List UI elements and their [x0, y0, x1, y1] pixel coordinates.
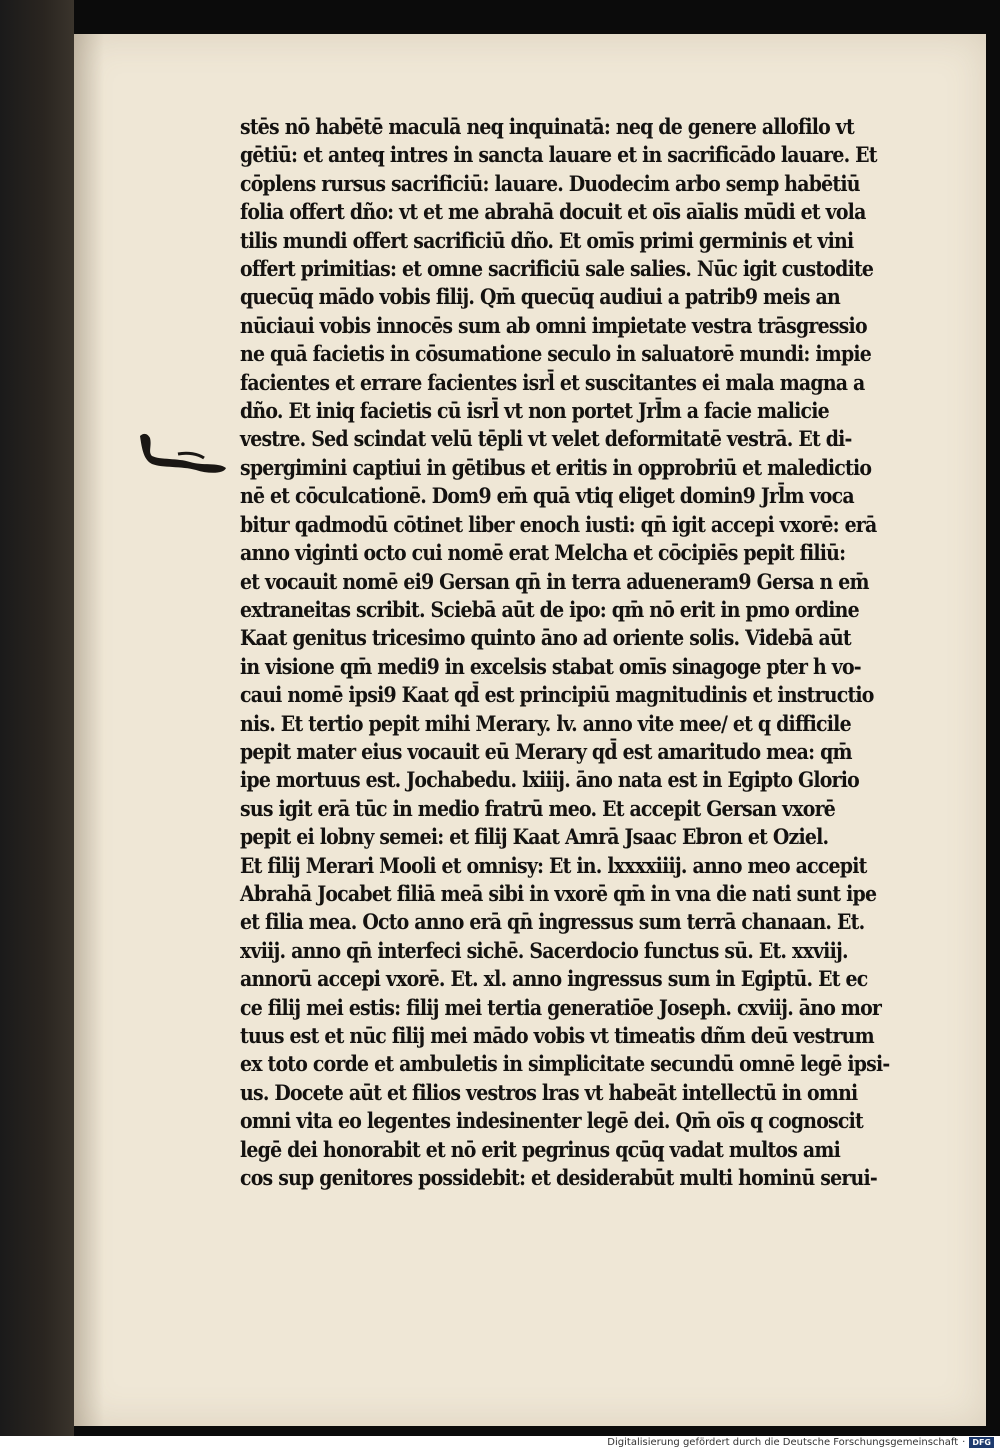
text-line: caui nomē ipsi9 Kaat qd̄ est principiū magnitudinis et instructio — [240, 683, 874, 709]
text-line: omni vita eo legentes indesinenter legē dei. Qm̄ oīs q cognoscit — [240, 1109, 863, 1135]
text-line: xviij. anno qn̄ interfeci sichē. Sacerdocio functus sū. Et. xxviij. — [240, 938, 848, 964]
text-line: facientes et errare facientes isrl̄ et suscitantes ei mala magna a — [240, 370, 865, 396]
credit-text: Digitalisierung gefördert durch die Deutsche Forschungsgemeinschaft — [607, 1437, 959, 1448]
text-line: ipe mortuus est. Jochabedu. lxiiij. āno nata est in Egipto Glorio — [240, 768, 859, 794]
dfg-logo: DFG — [969, 1437, 994, 1448]
text-line: bitur qadmodū cōtinet liber enoch iusti: qn̄ igit accepi vxorē: erā — [240, 512, 877, 538]
text-line: ce filij mei estis: filij mei tertia generatiōe Joseph. cxviij. āno mor — [240, 995, 882, 1021]
scan-left-edge — [0, 0, 74, 1436]
text-line: ex toto corde et ambuletis in simplicitate secundū omnē legē ipsi- — [240, 1052, 890, 1078]
text-line: Kaat genitus tricesimo quinto āno ad oriente solis. Videbā aūt — [240, 626, 851, 652]
text-line: dño. Et iniq facietis cū isrl̄ vt non portet Jrl̄m a facie malicie — [240, 399, 829, 425]
text-line: stēs nō habētē maculā neq inquinatā: neq de genere allofilo vt — [240, 115, 854, 140]
text-line: anno viginti octo cui nomē erat Melcha et cōcipiēs pepit filiū: — [240, 541, 846, 567]
text-line: pepit mater eius vocauit eū Merary qd̄ est amaritudo mea: qm̄ — [240, 739, 852, 765]
ink-smudge — [138, 430, 228, 490]
body-text — [240, 114, 940, 1193]
text-line: ne quā facietis in cōsumatione seculo in saluatorē mundi: impie — [240, 342, 872, 368]
text-line: pepit ei lobny semei: et filij Kaat Amrā Jsaac Ebron et Oziel. — [240, 825, 829, 851]
text-line: Et filij Merari Mooli et omnisy: Et in. lxxxxiiij. anno meo accepit — [240, 853, 867, 879]
text-line: cōplens rursus sacrificiū: lauare. Duodecim arbo semp habētiū — [240, 171, 860, 197]
text-line: quecūq mādo vobis filij. Qm̄ quecūq audiui a patrib9 meis an — [240, 285, 840, 311]
text-line: vestre. Sed scindat velū tēpli vt velet deformitatē vestrā. Et di- — [240, 427, 852, 453]
text-line: nē et cōculcationē. Dom9 em̄ quā vtiq eliget domin9 Jrl̄m voca — [240, 484, 854, 510]
text-line: legē dei honorabit et nō erit pegrinus qcūq vadat multos ami — [240, 1137, 840, 1163]
text-line: spergimini captiui in gētibus et eritis in opprobriū et maledictio — [240, 455, 872, 481]
text-line: tilis mundi offert sacrificiū dño. Et omīs primi germinis et vini — [240, 228, 854, 254]
text-line: cos sup genitores possidebit: et desiderabūt multi hominū serui- — [240, 1166, 877, 1192]
text-line: in visione qm̄ medi9 in excelsis stabat omīs sinagoge pter h vo- — [240, 654, 861, 680]
book-page — [74, 34, 986, 1426]
text-line: folia offert dño: vt et me abrahā docuit et oīs aīalis mūdi et vola — [240, 200, 866, 226]
text-line: nis. Et tertio pepit mihi Merary. lv. anno vite mee/ et q difficile — [240, 711, 851, 737]
text-line: gētiū: et anteq intres in sancta lauare et in sacrificādo lauare. Et — [240, 143, 877, 169]
text-line: offert primitias: et omne sacrificiū sale salies. Nūc igit custodite — [240, 257, 874, 283]
text-line: tuus est et nūc filij mei mādo vobis vt timeatis dñm deū vestrum — [240, 1024, 874, 1049]
text-line: Abrahā Jocabet filiā meā sibi in vxorē qm̄ in vna die nati sunt ipe — [240, 881, 877, 907]
digitization-credit: Digitalisierung gefördert durch die Deutsche Forschungsgemeinschaft · DFG — [607, 1437, 994, 1448]
text-line: us. Docete aūt et filios vestros lras vt habeāt intellectū in omni — [240, 1080, 858, 1106]
text-line: nūciaui vobis innocēs sum ab omni impietate vestra trāsgressio — [240, 313, 867, 339]
text-line: extraneitas scribit. Sciebā aūt de ipo: qm̄ nō erit in pmo ordine — [240, 597, 859, 623]
text-line: et vocauit nomē ei9 Gersan qn̄ in terra adueneram9 Gersa n em̄ — [240, 569, 869, 595]
text-line: sus igit erā tūc in medio fratrū meo. Et accepit Gersan vxorē — [240, 796, 836, 822]
text-line: annorū accepi vxorē. Et. xl. anno ingressus sum in Egiptū. Et ec — [240, 967, 868, 993]
text-line: et filia mea. Octo anno erā qn̄ ingressus sum terrā chanaan. Et. — [240, 910, 865, 936]
